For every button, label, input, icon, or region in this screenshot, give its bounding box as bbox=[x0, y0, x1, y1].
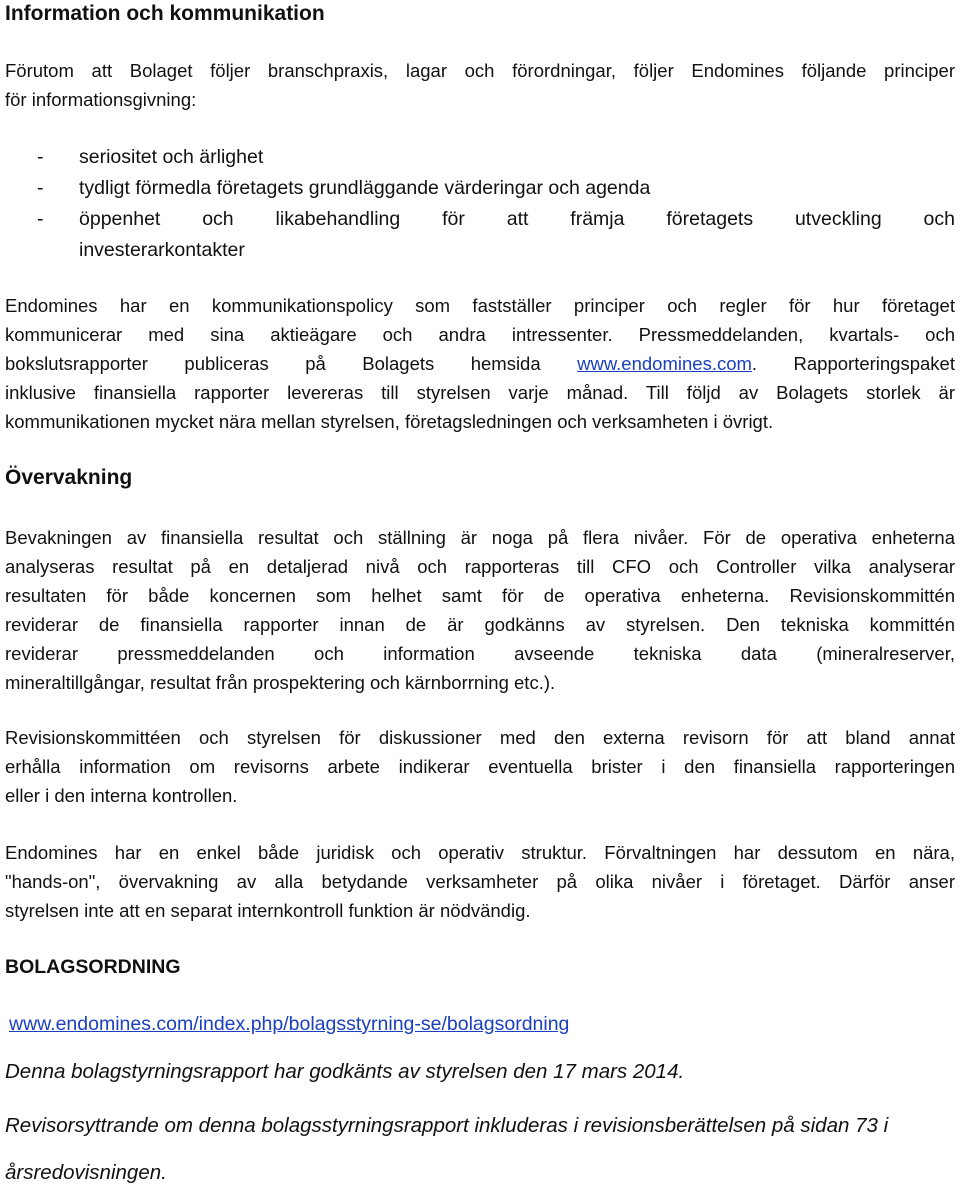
heading-information: Information och kommunikation bbox=[5, 2, 325, 25]
auditor-statement: Revisorsyttrande om denna bolagsstyrningsrapport inkluderas i revisionsberättelsen på sidan 73 i årsredovisningen. bbox=[5, 1114, 889, 1184]
monitoring-paragraph-2: Revisionskommittéen och styrelsen för diskussioner med den externa revisorn för att bland annat erhålla information om revisorns arbete indikerar eventuella brister i den finansiella rapporteringen eller i den interna kontrollen. bbox=[5, 727, 955, 806]
principles-list bbox=[5, 142, 955, 266]
bylaws-link-paragraph bbox=[9, 1010, 959, 1039]
list-item: - tydligt förmedla företagets grundläggande värderingar och agenda bbox=[37, 177, 651, 199]
list-item: - seriositet och ärlighet bbox=[37, 146, 264, 168]
approval-statement: Denna bolagstyrningsrapport har godkänts av styrelsen den 17 mars 2014. bbox=[5, 1060, 685, 1083]
heading-bylaws: BOLAGSORDNING bbox=[5, 956, 181, 978]
monitoring-paragraph-1: Bevakningen av finansiella resultat och ställning är noga på flera nivåer. För de operativa enheterna analyseras resultat på en detaljerad nivå och rapporteras till CFO och Controller vilka analyserar resultaten för både koncernen som helhet samt för de operativa enheterna. Revisionskommittén reviderar de finansiella rapporter innan de är godkänns av styrelsen. Den tekniska kommittén reviderar pressmeddelanden och information avseende tekniska data (mineralreserver, mineraltillgångar, resultat från prospektering och kärnborrning etc.). bbox=[5, 527, 955, 693]
website-link[interactable]: www.endomines.com bbox=[577, 353, 752, 374]
bylaws-link[interactable]: www.endomines.com/index.php/bolagsstyrning-se/bolagsordning bbox=[9, 1013, 570, 1035]
heading-monitoring: Övervakning bbox=[5, 466, 133, 489]
monitoring-paragraph-3: Endomines har en enkel både juridisk och operativ struktur. Förvaltningen har dessutom en nära, "hands-on", övervakning av alla betydande verksamheter på olika nivåer i företaget. Därför anser styrelsen inte att en separat internkontroll funktion är nödvändig. bbox=[5, 842, 955, 921]
intro-paragraph: Förutom att Bolaget följer branschpraxis, lagar och förordningar, följer Endomines följande principer för informationsgivning: bbox=[5, 60, 955, 110]
list-item: - öppenhet och likabehandling för att främja företagets utveckling och investerarkontakter bbox=[37, 208, 955, 261]
communication-policy-paragraph: Endomines har en kommunikationspolicy som fastställer principer och regler för hur företaget kommunicerar med sina aktieägare och andra intressenter. Pressmeddelanden, kvartals- och bokslutsrapporter publiceras på Bolagets hemsida www.endomines.com. Rapporteringspaket inklusive finansiella rapporter levereras till styrelsen varje månad. Till följd av Bolagets storlek är kommunikationen mycket nära mellan styrelsen, företagsledningen och verksamheten i övrigt. bbox=[5, 295, 955, 432]
